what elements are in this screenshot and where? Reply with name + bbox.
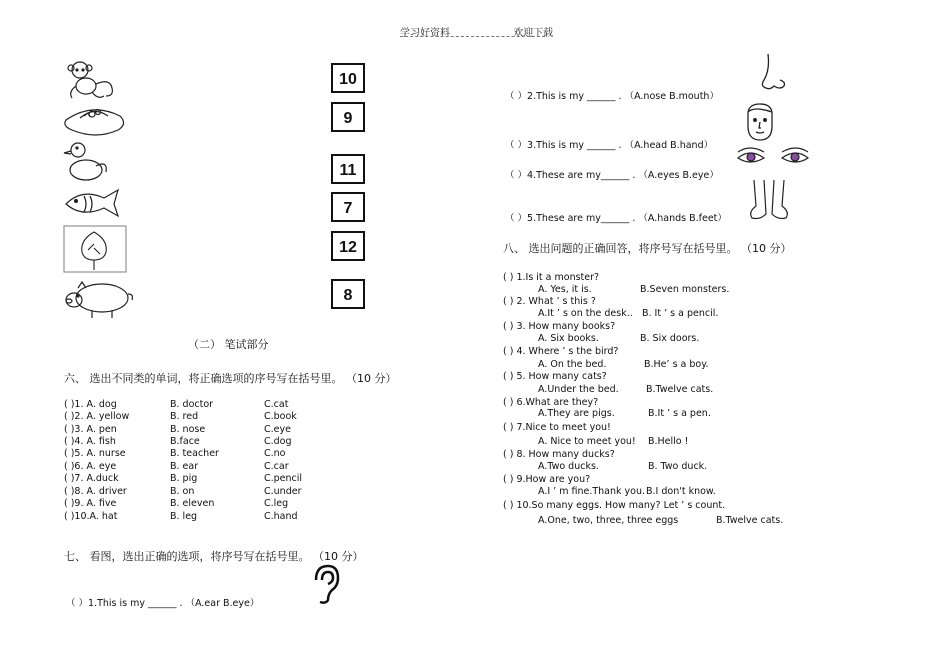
monkey-picture [62, 58, 118, 102]
header-left: 学习好资料 [400, 28, 450, 39]
list-item: ( ) 3. How many books? [503, 321, 616, 332]
list-item: B.Seven monsters. [640, 284, 730, 295]
list-item: ( ) 10.So many eggs. How many? Let ’ s count. [503, 500, 726, 511]
list-item: A.They are pigs. [538, 408, 615, 419]
number-box: 7 [331, 192, 365, 222]
list-item: A.Under the bed. [538, 384, 619, 395]
list-item: ( ) 1.Is it a monster? [503, 272, 600, 283]
nose-picture [758, 52, 788, 94]
list-item: A.Two ducks. [538, 461, 599, 472]
section7-item: （ ）2.This is my ______ . （A.nose B.mouth） [505, 91, 719, 102]
list-item: B.It ’ s a pen. [648, 408, 711, 419]
list-item: A. Six books. [538, 333, 599, 344]
fish-picture [62, 186, 122, 220]
list-item: B.Hello ! [648, 436, 689, 447]
number-box: 12 [331, 231, 365, 261]
section8-title: 八、 选出问题的正确回答，将序号写在括号里。 （10 分） [503, 242, 792, 255]
list-item: ( ) 5. How many cats? [503, 371, 607, 382]
list-item: ( ) 9.How are you? [503, 474, 591, 485]
number-box: 10 [331, 63, 365, 93]
section7-item: （ ）5.These are my______ . （A.hands B.feet） [505, 213, 727, 224]
list-item: B. Six doors. [640, 333, 700, 344]
list-item: B. It ’ s a pencil. [642, 308, 719, 319]
part2-title: （二） 笔试部分 [188, 338, 269, 351]
list-item: ( ) 6.What are they? [503, 397, 599, 408]
tree-picture [62, 224, 128, 274]
list-item: A. Yes, it is. [538, 284, 592, 295]
list-item: A.One, two, three, three eggs [538, 515, 679, 526]
list-item: B.He’ s a boy. [644, 359, 709, 370]
list-item: B. Two duck. [648, 461, 708, 472]
list-item: B.Twelve cats. [646, 384, 714, 395]
list-item: B.Twelve cats. [716, 515, 784, 526]
section7-item: （ ）4.These are my______ . （A.eyes B.eye） [505, 170, 719, 181]
section6-title: 六、 选出不同类的单词，将正确选项的序号写在括号里。 （10 分） [64, 372, 397, 385]
feet-picture [744, 178, 794, 222]
list-item: ( ) 8. How many ducks? [503, 449, 615, 460]
eyes-picture [736, 146, 810, 172]
hat-picture [62, 100, 128, 140]
header-divider [400, 36, 545, 37]
section7-item: （ ）1.This is my ______ . （A.ear B.eye） [66, 598, 260, 609]
list-item: ( ) 7.Nice to meet you! [503, 422, 611, 433]
header-right: 欢迎下载 [513, 28, 554, 39]
list-item: A. On the bed. [538, 359, 607, 370]
number-box: 11 [331, 154, 365, 184]
list-item: A.It ’ s on the desk.. [538, 308, 633, 319]
list-item: ( ) 2. What ’ s this ? [503, 296, 596, 307]
number-box: 9 [331, 102, 365, 132]
list-item: ( ) 4. Where ’ s the bird? [503, 346, 619, 357]
pig-picture [62, 276, 134, 322]
duck-picture [62, 138, 112, 184]
list-item: B.I don't know. [646, 486, 716, 497]
head-picture [742, 100, 778, 144]
number-box: 8 [331, 279, 365, 309]
list-item: A. Nice to meet you! [538, 436, 636, 447]
list-item: A.I ’ m fine.Thank you. [538, 486, 646, 497]
section7-item: （ ）3.This is my ______ . （A.head B.hand） [505, 140, 714, 151]
ear-picture [308, 562, 342, 606]
section7-title: 七、 看图，选出正确的选项，将序号写在括号里。 （10 分） [64, 550, 364, 563]
